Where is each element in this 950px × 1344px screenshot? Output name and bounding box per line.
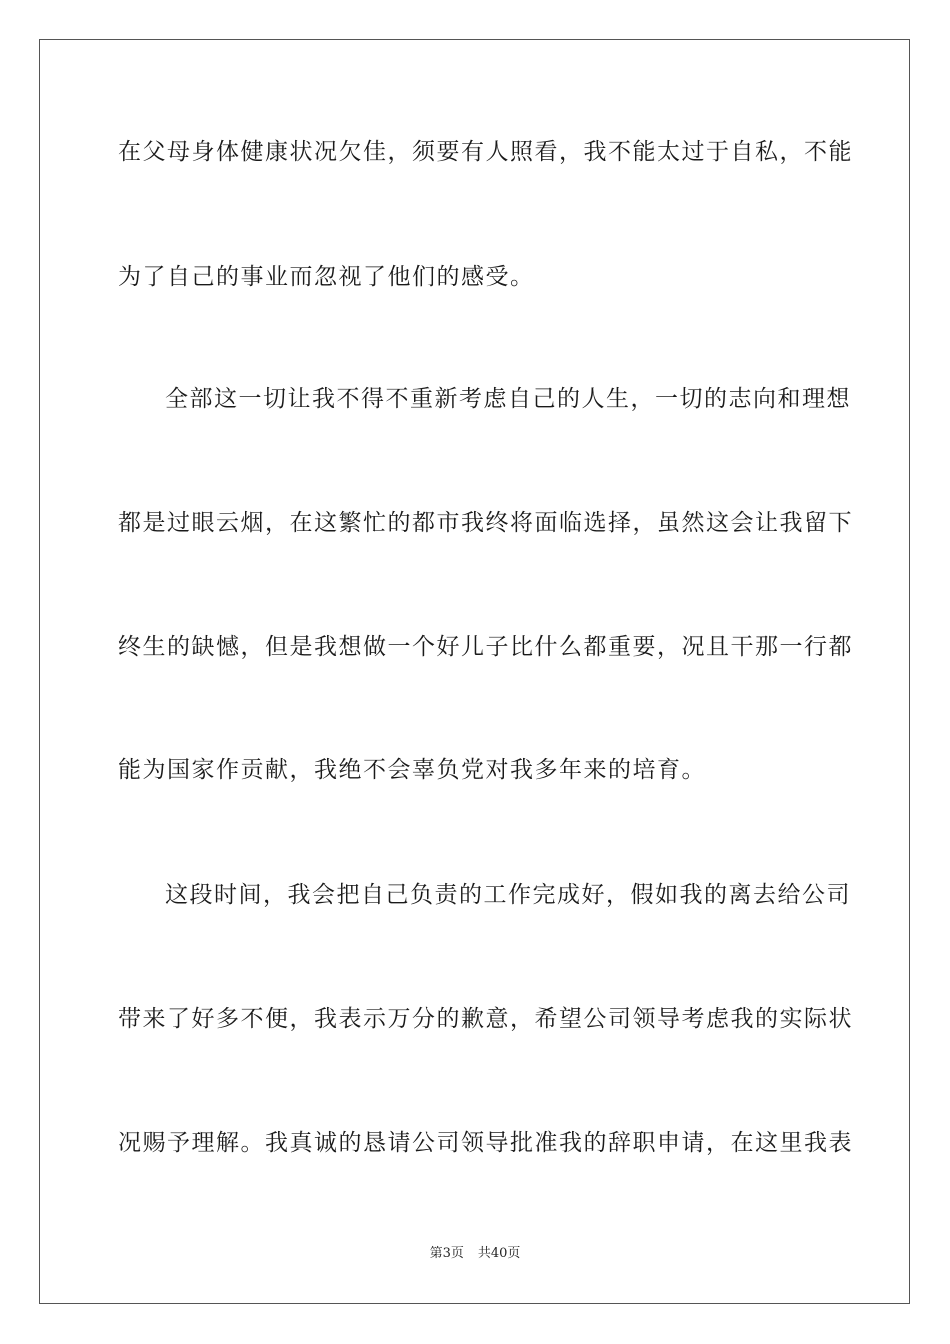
page-border (39, 39, 910, 1304)
body-text-line: 况赐予理解。我真诚的恳请公司领导批准我的辞职申请，在这里我表 (118, 1130, 853, 1156)
body-text-line: 这段时间，我会把自己负责的工作完成好，假如我的离去给公司 (165, 882, 851, 908)
body-text-line: 都是过眼云烟，在这繁忙的都市我终将面临选择，虽然这会让我留下 (118, 510, 853, 536)
page-footer (0, 1245, 950, 1263)
body-text-line: 带来了好多不便，我表示万分的歉意，希望公司领导考虑我的实际状 (118, 1006, 853, 1032)
body-text-line: 为了自己的事业而忽视了他们的感受。 (118, 264, 535, 290)
body-text-line: 在父母身体健康状况欠佳，须要有人照看，我不能太过于自私，不能 (118, 139, 853, 165)
body-text-line: 终生的缺憾，但是我想做一个好儿子比什么都重要，况且干那一行都 (118, 634, 853, 660)
page-number: 第3页 (429, 1246, 464, 1261)
total-pages: 共40页 (477, 1246, 521, 1261)
body-text-line: 能为国家作贡献，我绝不会辜负党对我多年来的培育。 (118, 757, 706, 783)
body-text-line: 全部这一切让我不得不重新考虑自己的人生，一切的志向和理想 (165, 386, 851, 412)
